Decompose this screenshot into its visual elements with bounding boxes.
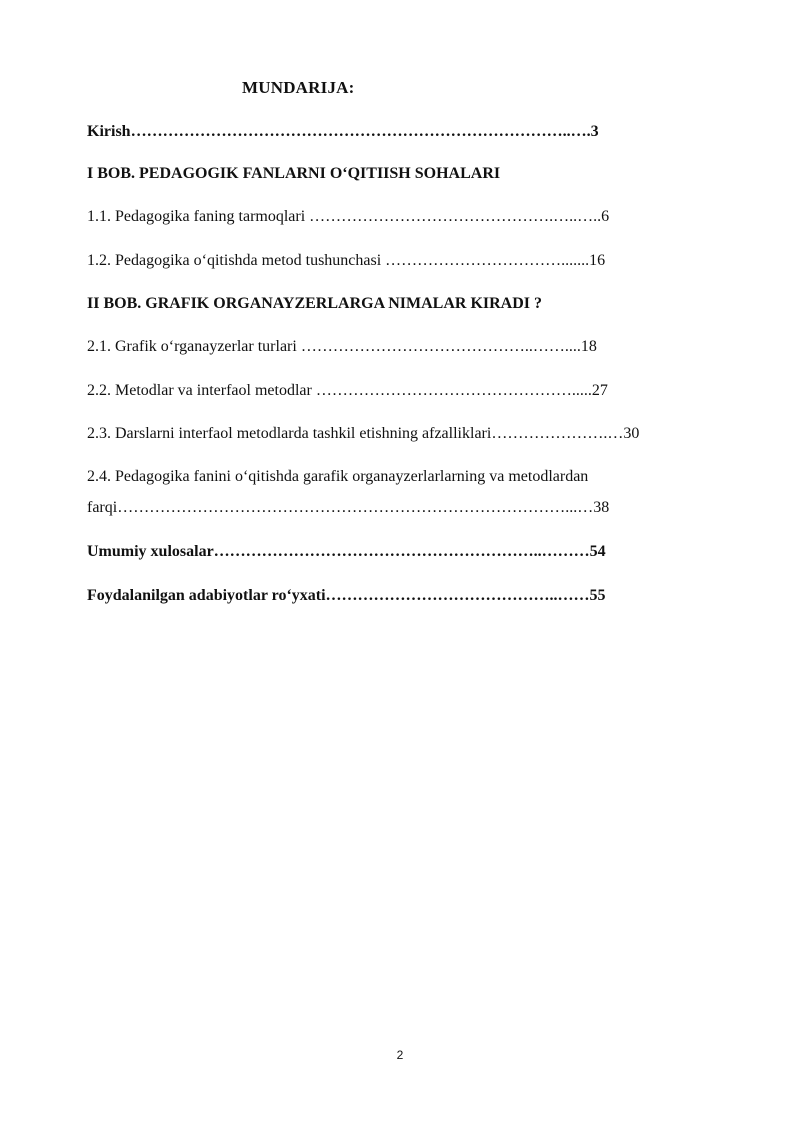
toc-entry-2-2: 2.2. Metodlar va interfaol metodlar ………………………………………….....27: [87, 382, 608, 399]
toc-entry-2-3: 2.3. Darslarni interfaol metodlarda tashkil etishning afzalliklari………………….…30: [87, 425, 640, 442]
toc-entry-2-1: 2.1. Grafik o‘rganayzerlar turlari ……………………………………..……....18: [87, 338, 597, 355]
toc-chapter-2: II BOB. GRAFIK ORGANAYZERLARGA NIMALAR KIRADI ?: [87, 295, 543, 312]
toc-entry-adabiyotlar: Foydalanilgan adabiyotlar ro‘yxati……………………………………..……55: [87, 587, 606, 604]
toc-entry-1-2: 1.2. Pedagogika o‘qitishda metod tushunchasi …………………………….......16: [87, 252, 606, 269]
toc-entry-xulosalar: Umumiy xulosalar……………………………………………………..………54: [87, 543, 606, 560]
toc-entry-2-4: 2.4. Pedagogika fanini o‘qitishda garafik organayzerlarlarning va metodlardan: [87, 468, 589, 485]
toc-entry-kirish: Kirish………………………………………………………………………..….3: [87, 123, 599, 140]
page-title: MUNDARIJA:: [242, 78, 355, 97]
toc-chapter-1: I BOB. PEDAGOGIK FANLARNI O‘QITIISH SOHALARI: [87, 165, 501, 182]
toc-entry-1-1: 1.1. Pedagogika faning tarmoqlari ……………………………………….…..…..6: [87, 208, 610, 225]
page-number: 2: [396, 1048, 404, 1062]
toc-entry-2-4-continued: farqi…………………………………………………………………………...…38: [87, 499, 610, 516]
